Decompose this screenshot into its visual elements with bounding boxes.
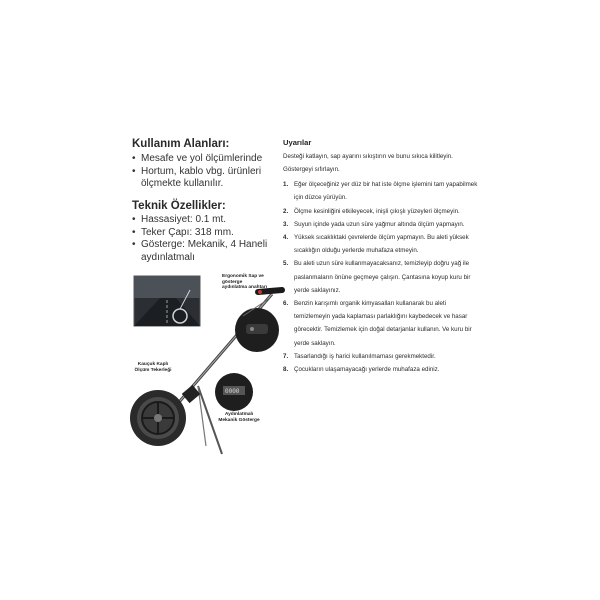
warnings-intro: Desteği katlayın, sap ayarını sıkıştırın ve bunu sıkıca kilitleyin. Göstergeyi sıfırlayın.: [283, 153, 453, 173]
warnings-title: Uyarılar: [283, 138, 312, 147]
specs-list: [132, 214, 272, 264]
warning-item: 2. Ölçme kesinliğini etkileyecek, inişli çıkışlı yüzeyleri ölçmeyin.: [283, 207, 460, 215]
specs-item: • Teker Çapı: 318 mm.: [132, 227, 272, 240]
usage-item: • Hortum, kablo vbg. ürünleri ölçmekte kullanılır.: [132, 166, 272, 191]
gauge-box: [182, 385, 200, 403]
wheel: [130, 390, 186, 446]
callout-handle: Ergonomik Sap ve gösterge aydınlatma anahtarı: [222, 274, 268, 291]
specs-item: • Hassasiyet: 0.1 mt.: [132, 214, 272, 227]
usage-item: • Mesafe ve yol ölçümlerinde: [132, 153, 272, 166]
warnings-list: [283, 178, 478, 376]
warning-item: 3. Suyun içinde yada uzun süre yağmur altında ölçüm yapmayın.: [283, 220, 465, 228]
warnings-section: [283, 138, 478, 376]
warning-item: 8. Çocukların ulaşamayacağı yerlerde muhafaza ediniz.: [283, 366, 440, 374]
warning-item: 6. Benzin karışımlı organik kimyasalları kullanarak bu aleti temizlemeyin yada kaplaması parlaklığını kaybedecek ve hasar görecektir. Temizlemek için doğal detarjanlar kullanın. Ve kuru bir yerde saklayın.: [283, 300, 472, 347]
svg-text:0000: 0000: [225, 388, 240, 395]
usage-list: [132, 153, 272, 191]
specs-item: • Gösterge: Mekanik, 4 Haneli aydınlatmalı: [132, 239, 272, 264]
warning-item: 4. Yüksek sıcaklıktaki çevrelerde ölçüm yapmayın. Bu aleti yüksek sıcaklığın olduğu yerlerde muhafaza etmeyin.: [283, 234, 469, 255]
warning-item: 1. Eğer ölçeceğiniz yer düz bir hat iste ölçme işlemini tam yapabilmek için düzce yürüyün.: [283, 181, 478, 202]
callout-gauge: Aydınlatmalı Mekanik Gösterge: [218, 412, 260, 423]
callout-wheel: Kauçuk Kaplı Ölçüm Tekerleği: [134, 362, 172, 373]
warning-item: 5. Bu aleti uzun süre kullanmayacaksanız, temizleyip doğru yağ ile paslanmaların önüne geçmeye çalışın. Çantasına koyup kuru bir yerde saklayınız.: [283, 260, 471, 294]
specs-title: Teknik Özellikler:: [132, 200, 226, 212]
warning-item: 7. Tasarlandığı iş harici kullanılmaması gerekmektedir.: [283, 352, 436, 360]
usage-title: Kullanım Alanları:: [132, 138, 230, 150]
